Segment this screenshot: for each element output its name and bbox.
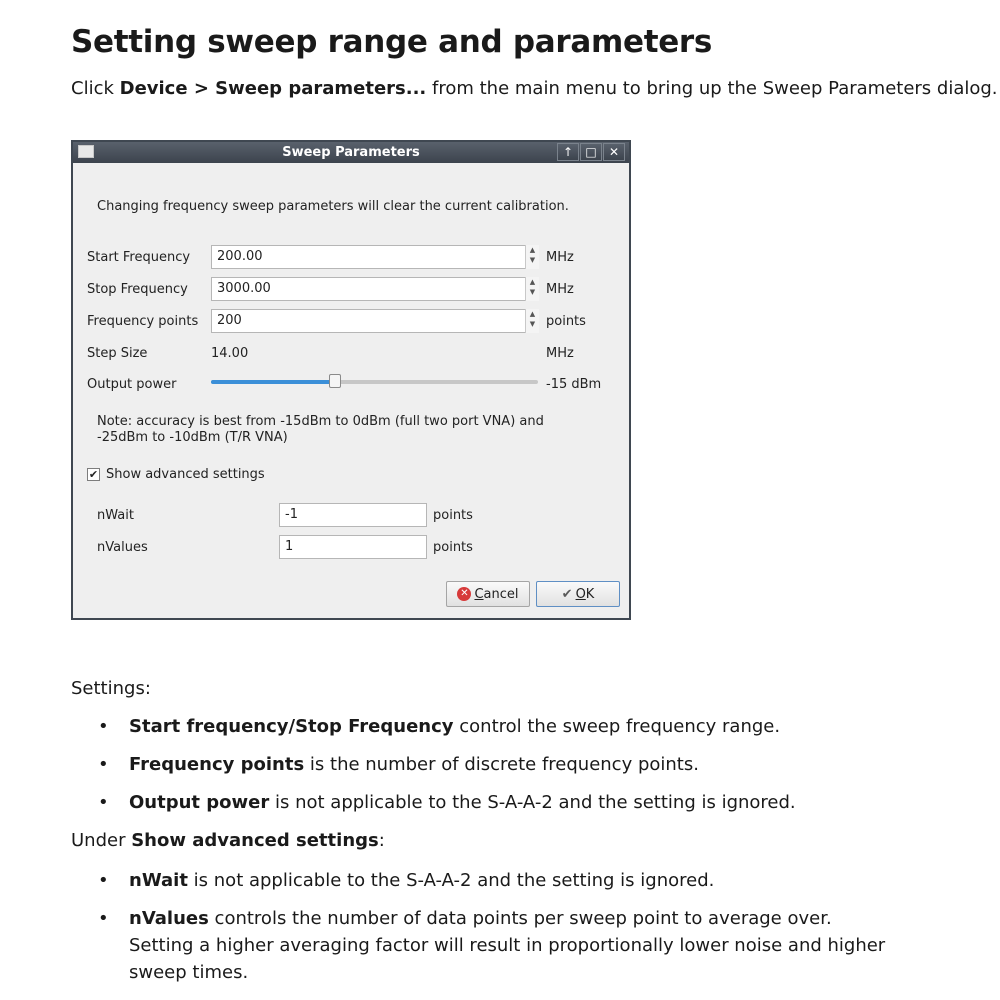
- stop-frequency-spinner[interactable]: ▲ ▼: [525, 277, 539, 301]
- ok-mnemonic: O: [575, 586, 586, 602]
- keep-above-button[interactable]: ↑: [557, 143, 579, 161]
- step-size-label: Step Size: [87, 346, 148, 361]
- intro-paragraph: [71, 78, 998, 99]
- dialog-titlebar[interactable]: [73, 142, 629, 163]
- start-frequency-label: Start Frequency: [87, 250, 191, 265]
- settings-heading: Settings:: [71, 678, 151, 699]
- start-frequency-input[interactable]: 200.00: [211, 245, 539, 269]
- bullet-term: Output power: [129, 792, 270, 813]
- ok-check-icon: ✔: [561, 586, 573, 602]
- nvalues-input[interactable]: 1: [279, 535, 427, 559]
- advanced-suffix: :: [378, 830, 385, 851]
- list-item: [98, 789, 796, 816]
- frequency-points-spinner[interactable]: ▲ ▼: [525, 309, 539, 333]
- step-size-value: 14.00: [211, 346, 249, 361]
- bullet-text: is the number of discrete frequency points.: [304, 754, 699, 775]
- list-item: [98, 751, 796, 778]
- close-button[interactable]: ✕: [603, 143, 625, 161]
- cancel-label: ancel: [483, 586, 519, 602]
- maximize-button[interactable]: □: [580, 143, 602, 161]
- nvalues-label: nValues: [97, 540, 148, 555]
- stop-frequency-unit: MHz: [546, 282, 574, 297]
- page-title: Setting sweep range and parameters: [71, 24, 713, 60]
- bullet-term: nValues: [129, 908, 209, 929]
- list-item: [98, 867, 898, 894]
- cancel-icon: ✕: [457, 587, 471, 601]
- show-advanced-checkbox[interactable]: [87, 468, 100, 481]
- nwait-input[interactable]: -1: [279, 503, 427, 527]
- bullet-text: control the sweep frequency range.: [453, 716, 781, 737]
- bullet-text: controls the number of data points per sweep point to average over. Setting a higher averaging factor will result in proportionally lower noise and higher sweep times.: [129, 908, 886, 983]
- stop-frequency-label: Stop Frequency: [87, 282, 188, 297]
- nvalues-unit: points: [433, 540, 473, 555]
- list-item: [98, 713, 796, 740]
- checkmark-icon: ✔: [88, 468, 99, 481]
- accuracy-note-line-2: -25dBm to -10dBm (T/R VNA): [97, 430, 288, 445]
- advanced-bullet-list: [98, 867, 898, 997]
- step-size-unit: MHz: [546, 346, 574, 361]
- ok-button[interactable]: [536, 581, 620, 607]
- ok-label: K: [585, 586, 595, 602]
- advanced-section-heading: [71, 830, 385, 851]
- output-power-value: -15 dBm: [546, 377, 602, 392]
- output-power-slider-fill: [211, 380, 335, 384]
- bullet-term: Frequency points: [129, 754, 305, 775]
- output-power-slider[interactable]: [211, 380, 538, 384]
- start-frequency-unit: MHz: [546, 250, 574, 265]
- frequency-points-input[interactable]: 200: [211, 309, 539, 333]
- cancel-mnemonic: C: [474, 586, 484, 602]
- bullet-text: is not applicable to the S-A-A-2 and the setting is ignored.: [187, 870, 715, 891]
- show-advanced-label[interactable]: Show advanced settings: [106, 467, 265, 482]
- frequency-points-unit: points: [546, 314, 586, 329]
- calibration-warning: Changing frequency sweep parameters will clear the current calibration.: [97, 199, 569, 214]
- bullet-term: nWait: [129, 870, 188, 891]
- list-item: [98, 905, 898, 986]
- nwait-label: nWait: [97, 508, 134, 523]
- frequency-points-label: Frequency points: [87, 314, 199, 329]
- bullet-term: Start frequency/Stop Frequency: [129, 716, 454, 737]
- accuracy-note-line-1: Note: accuracy is best from -15dBm to 0dBm (full two port VNA) and: [97, 414, 544, 429]
- stop-frequency-input[interactable]: 3000.00: [211, 277, 539, 301]
- bullet-text: is not applicable to the S-A-A-2 and the setting is ignored.: [269, 792, 796, 813]
- menu-path: Device > Sweep parameters...: [119, 78, 427, 99]
- advanced-term: Show advanced settings: [131, 830, 379, 851]
- output-power-label: Output power: [87, 377, 177, 392]
- settings-bullet-list: [98, 713, 796, 827]
- cancel-button[interactable]: [446, 581, 530, 607]
- output-power-slider-handle[interactable]: [329, 374, 341, 388]
- start-frequency-spinner[interactable]: ▲ ▼: [525, 245, 539, 269]
- nwait-unit: points: [433, 508, 473, 523]
- intro-prefix: Click: [71, 78, 120, 99]
- advanced-prefix: Under: [71, 830, 132, 851]
- sweep-parameters-dialog: [71, 140, 631, 620]
- intro-suffix: from the main menu to bring up the Sweep Parameters dialog.: [426, 78, 998, 99]
- dialog-title: Sweep Parameters: [282, 145, 420, 160]
